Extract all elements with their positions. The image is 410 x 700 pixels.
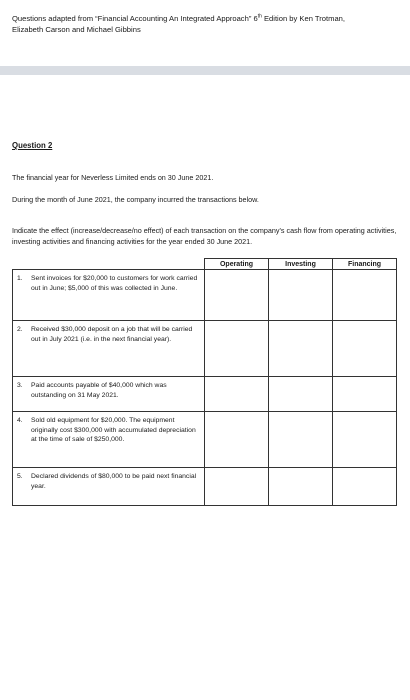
operating-answer-cell[interactable] — [205, 412, 269, 468]
citation-line-1 — [12, 14, 402, 25]
transaction-number: 5. — [17, 473, 23, 480]
financing-answer-cell[interactable] — [333, 468, 397, 506]
financing-answer-cell[interactable] — [333, 270, 397, 321]
table-row — [13, 468, 397, 506]
investing-answer-cell[interactable] — [269, 468, 333, 506]
transaction-cell — [13, 321, 205, 377]
transaction-number: 4. — [17, 417, 23, 424]
transaction-cell — [13, 412, 205, 468]
header-financing: Financing — [333, 259, 397, 270]
operating-answer-cell[interactable] — [205, 321, 269, 377]
table-header-row — [13, 259, 397, 270]
operating-answer-cell[interactable] — [205, 468, 269, 506]
transaction-text: Declared dividends of $80,000 to be paid next financial year. — [31, 473, 197, 490]
citation-line-2: Elizabeth Carson and Michael Gibbins — [12, 24, 141, 34]
citation-line-1-suffix: Edition by Ken Trotman, — [261, 14, 346, 23]
transaction-number: 1. — [17, 275, 23, 282]
financing-answer-cell[interactable] — [333, 321, 397, 377]
transaction-text: Paid accounts payable of $40,000 which was outstanding on 31 May 2021. — [31, 382, 167, 399]
header-blank-cell — [13, 259, 205, 270]
cash-flow-effects-table — [12, 258, 397, 506]
source-citation — [12, 14, 402, 35]
section-divider — [0, 66, 410, 75]
citation-edition-suffix: th — [257, 13, 262, 20]
transaction-text: Sent invoices for $20,000 to customers for work carried out in June; $5,000 of this was collected in June. — [31, 275, 198, 292]
investing-answer-cell[interactable] — [269, 412, 333, 468]
table-row — [13, 412, 397, 468]
transaction-number: 3. — [17, 382, 23, 389]
header-operating: Operating — [205, 259, 269, 270]
table-row — [13, 270, 397, 321]
transaction-text: Sold old equipment for $20,000. The equipment originally cost $300,000 with accumulated depreciation at the time of sale of $250,000. — [31, 417, 196, 443]
transaction-cell — [13, 468, 205, 506]
question-paragraph-3: Indicate the effect (increase/decrease/no effect) of each transaction on the company’s cash flow from operating activities, investing activities and financing activities for the year ended 30 June 2021. — [12, 226, 397, 246]
operating-answer-cell[interactable] — [205, 377, 269, 412]
operating-answer-cell[interactable] — [205, 270, 269, 321]
financing-answer-cell[interactable] — [333, 377, 397, 412]
question-paragraph-1: The financial year for Neverless Limited ends on 30 June 2021. — [12, 173, 214, 182]
investing-answer-cell[interactable] — [269, 321, 333, 377]
transaction-number: 2. — [17, 326, 23, 333]
table-row — [13, 321, 397, 377]
question-title: Question 2 — [12, 141, 53, 150]
table-row — [13, 377, 397, 412]
transaction-cell — [13, 270, 205, 321]
investing-answer-cell[interactable] — [269, 377, 333, 412]
header-investing: Investing — [269, 259, 333, 270]
investing-answer-cell[interactable] — [269, 270, 333, 321]
transaction-cell — [13, 377, 205, 412]
transaction-text: Received $30,000 deposit on a job that will be carried out in July 2021 (i.e. in the next financial year). — [31, 326, 193, 343]
question-paragraph-2: During the month of June 2021, the company incurred the transactions below. — [12, 195, 259, 204]
citation-line-1-prefix: Questions adapted from “Financial Accounting An Integrated Approach” 6 — [12, 14, 258, 23]
financing-answer-cell[interactable] — [333, 412, 397, 468]
